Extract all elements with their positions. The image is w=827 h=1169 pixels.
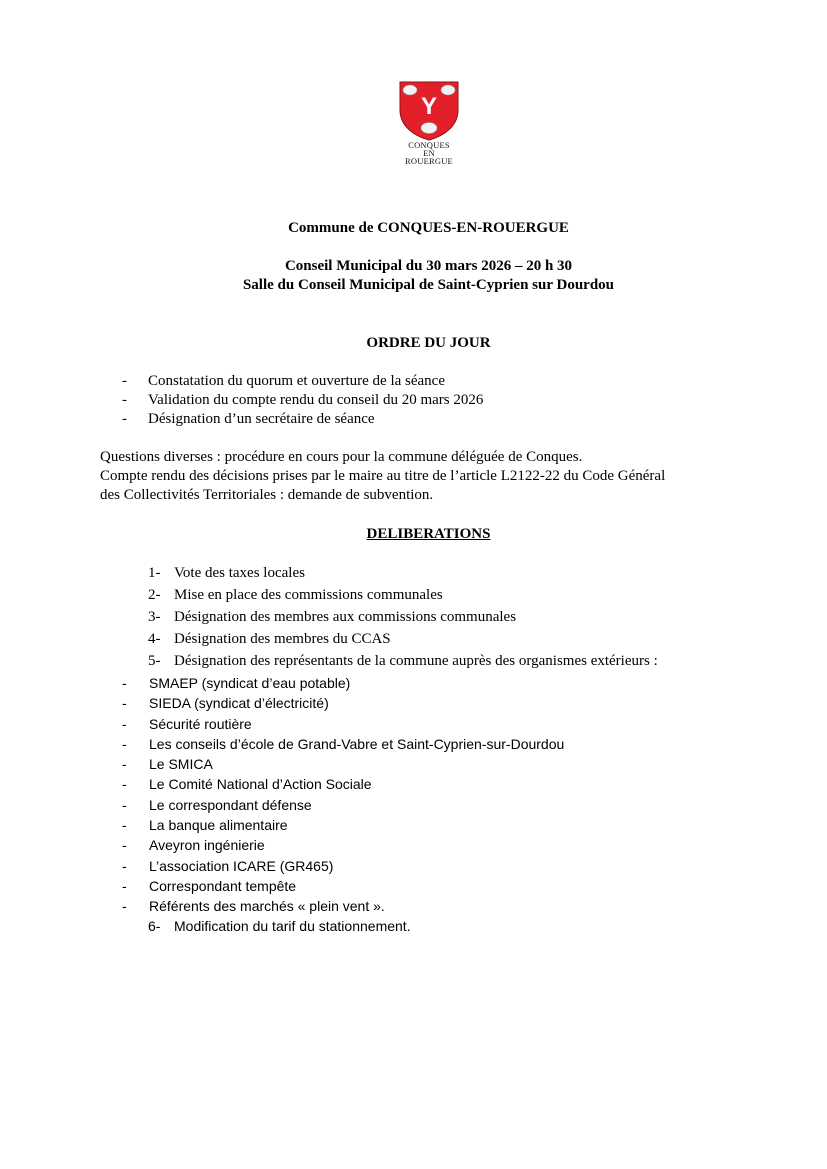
bullet: -: [122, 877, 127, 894]
list-item: [122, 896, 564, 916]
bullet: -: [122, 817, 127, 834]
bullet: -: [122, 392, 127, 408]
list-item-text: SMAEP (syndicat d’eau potable): [149, 675, 351, 691]
list-item-text: L’association ICARE (GR465): [149, 857, 334, 874]
bullet: -: [122, 857, 127, 874]
list-item: [148, 562, 658, 584]
list-item-text: Validation du compte rendu du conseil du 20 mars 2026: [148, 392, 484, 408]
deliberations-title: DELIBERATIONS: [366, 526, 491, 542]
item-number: 2-: [148, 587, 161, 603]
list-item: [122, 673, 564, 693]
list-item: [122, 410, 483, 429]
bullet: -: [122, 411, 127, 427]
organisms-list: [122, 673, 564, 917]
questions-paragraph: [100, 448, 740, 505]
list-item: [122, 856, 564, 876]
list-item: [122, 372, 483, 391]
list-item: [148, 628, 658, 650]
meeting-title: Conseil Municipal du 30 mars 2026 – 20 h 30: [284, 258, 573, 274]
bullet: -: [122, 695, 127, 712]
list-item-text: Désignation des membres du CCAS: [174, 631, 391, 647]
bullet: -: [122, 373, 127, 389]
item-number: 5-: [148, 653, 161, 669]
item-number: 6-: [148, 918, 161, 934]
list-item-text: Sécurité routière: [149, 715, 252, 732]
item-number: 3-: [148, 609, 161, 625]
bullet: -: [122, 675, 127, 691]
logo-caption-line-2: EN: [423, 148, 435, 158]
list-item: [122, 835, 564, 855]
questions-line: Questions diverses : procédure en cours pour la commune déléguée de Conques.: [100, 449, 583, 465]
logo-caption-line-1: CONQUES: [408, 140, 450, 150]
list-item-text: Désignation d’un secrétaire de séance: [148, 411, 375, 427]
list-item: [122, 795, 564, 815]
agenda-title: ORDRE DU JOUR: [366, 335, 491, 351]
list-item: [148, 650, 658, 672]
list-item: [122, 876, 564, 896]
bullet: -: [122, 756, 127, 773]
list-item-text: Désignation des représentants de la commune auprès des organismes extérieurs :: [174, 653, 658, 669]
list-item: [122, 714, 564, 734]
list-item-text: Correspondant tempête: [149, 877, 297, 894]
list-item-text: SIEDA (syndicat d’électricité): [149, 695, 329, 712]
list-item: [148, 584, 658, 606]
item-number: 1-: [148, 565, 161, 581]
list-item: [122, 815, 564, 835]
bullet: -: [122, 776, 127, 793]
commune-title: Commune de CONQUES-EN-ROUERGUE: [288, 220, 569, 236]
bullet: -: [122, 898, 127, 915]
list-item-text: Aveyron ingénierie: [149, 837, 265, 854]
list-item-text: Désignation des membres aux commissions communales: [174, 609, 517, 625]
list-item: [148, 916, 411, 936]
questions-line: Compte rendu des décisions prises par le maire au titre de l’article L2122-22 du Code Général: [100, 468, 666, 484]
list-item-text: Modification du tarif du stationnement.: [174, 918, 411, 934]
list-item: [122, 391, 483, 410]
bullet: -: [122, 715, 127, 732]
list-item-text: Mise en place des commissions communales: [174, 587, 443, 603]
list-item-text: Les conseils d’école de Grand-Vabre et Saint-Cyprien-sur-Dourdou: [149, 735, 565, 752]
questions-line: des Collectivités Territoriales : demande de subvention.: [100, 487, 434, 503]
list-item-text: Référents des marchés « plein vent ».: [149, 898, 385, 915]
coat-of-arms-logo: [392, 80, 466, 170]
deliberations-list: [148, 562, 658, 672]
logo-caption-line-3: ROUERGUE: [405, 156, 453, 166]
list-item: [122, 754, 564, 774]
list-item: [122, 693, 564, 713]
bullet: -: [122, 837, 127, 854]
agenda-list: [122, 372, 483, 429]
bullet: -: [122, 796, 127, 813]
bullet: -: [122, 735, 127, 752]
svg-text:Y: Y: [420, 93, 438, 120]
item-number: 4-: [148, 631, 161, 647]
list-item-text: Le Comité National d’Action Sociale: [149, 776, 372, 793]
list-item: [122, 774, 564, 794]
list-item-text: Constatation du quorum et ouverture de la séance: [148, 373, 445, 389]
list-item: [122, 734, 564, 754]
list-item-text: Le correspondant défense: [149, 796, 312, 813]
conques-coat-of-arms-icon: [392, 80, 466, 142]
meeting-venue: Salle du Conseil Municipal de Saint-Cyprien sur Dourdou: [242, 277, 615, 293]
list-item: [148, 606, 658, 628]
list-item-text: Vote des taxes locales: [174, 565, 305, 581]
list-item-text: La banque alimentaire: [149, 817, 288, 834]
list-item-text: Le SMICA: [149, 756, 213, 773]
